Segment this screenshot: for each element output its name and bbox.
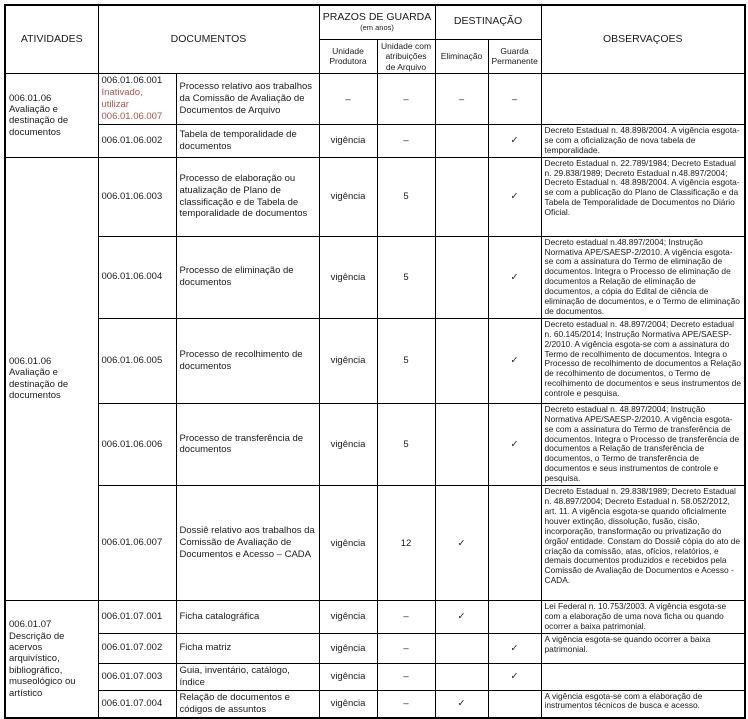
col-header-guarda-permanente: Guarda Permanente <box>488 39 541 74</box>
doc-code: 006.01.06.004 <box>101 271 163 283</box>
doc-code-cell <box>98 403 176 485</box>
doc-code-inactive-note: Inativado, utilizar 006.01.06.007 <box>101 87 163 122</box>
cell-guarda-permanente-check: ✓ <box>488 124 541 157</box>
doc-code: 006.01.06.005 <box>101 354 163 366</box>
cell-eliminacao <box>435 318 488 403</box>
cell-unidade-produtora: vigência <box>319 403 377 485</box>
cell-unidade-arquivo: – <box>377 124 435 157</box>
col-header-unidade-arquivo: Unidade com atribuições de Arquivo <box>377 39 435 74</box>
doc-title: Processo de eliminação de documentos <box>176 236 319 318</box>
doc-code-cell <box>98 236 176 318</box>
cell-guarda-permanente-check: ✓ <box>488 236 541 318</box>
cell-unidade-arquivo: 5 <box>377 157 435 236</box>
activity-label: Avaliação e destinação de documentos <box>9 104 69 138</box>
cell-unidade-produtora: – <box>319 74 377 125</box>
table-row <box>5 486 745 601</box>
cell-observacoes: A vigência esgota-se quando ocorrer a baixa patrimonial. <box>541 633 745 663</box>
cell-eliminacao-check: ✓ <box>435 486 488 601</box>
doc-code: 006.01.07.002 <box>101 642 163 654</box>
cell-observacoes <box>541 74 745 125</box>
cell-guarda-permanente: – <box>488 74 541 125</box>
doc-code: 006.01.07.004 <box>101 697 163 709</box>
table-row <box>5 690 745 718</box>
table-row <box>5 124 745 157</box>
doc-code-cell <box>98 124 176 157</box>
cell-unidade-arquivo: – <box>377 690 435 718</box>
doc-code-cell <box>98 633 176 663</box>
cell-guarda-permanente-check: ✓ <box>488 633 541 663</box>
col-header-documentos: DOCUMENTOS <box>98 5 319 74</box>
activity-cell <box>5 74 98 157</box>
cell-guarda-permanente-check: ✓ <box>488 318 541 403</box>
doc-title: Guia, inventário, catálogo, índice <box>176 663 319 690</box>
prazos-subtitle: (em anos) <box>360 22 394 32</box>
cell-unidade-arquivo: – <box>377 663 435 690</box>
doc-code-cell <box>98 486 176 601</box>
cell-unidade-produtora: vigência <box>319 633 377 663</box>
cell-observacoes: Decreto Estadual n. 48.898/2004. A vigência esgota-se com a oficialização de nova tabela de temporalidade. <box>541 124 745 157</box>
cell-guarda-permanente <box>488 601 541 634</box>
cell-unidade-produtora: vigência <box>319 663 377 690</box>
table-row <box>5 633 745 663</box>
cell-unidade-arquivo: 5 <box>377 236 435 318</box>
doc-code: 006.01.07.003 <box>101 670 163 682</box>
col-header-prazos-de-guarda <box>319 5 435 39</box>
cell-eliminacao: – <box>435 74 488 125</box>
cell-guarda-permanente-check: ✓ <box>488 157 541 236</box>
cell-unidade-arquivo: – <box>377 601 435 634</box>
cell-observacoes: A vigência esgota-se com a elaboração de instrumentos técnicos de busca e acesso. <box>541 690 745 718</box>
cell-eliminacao <box>435 124 488 157</box>
cell-eliminacao <box>435 236 488 318</box>
cell-observacoes <box>541 663 745 690</box>
doc-code: 006.01.06.002 <box>101 134 163 146</box>
doc-code: 006.01.06.003 <box>101 190 163 202</box>
col-header-atividades: ATIVIDADES <box>5 5 98 74</box>
doc-code: 006.01.06.001 <box>101 75 163 87</box>
cell-unidade-arquivo: – <box>377 74 435 125</box>
header-row-groups <box>5 5 745 39</box>
activity-label: Descrição de acervos arquivístico, bibliográfico, museológico ou artístico <box>9 630 76 699</box>
doc-title: Dossiê relativo aos trabalhos da Comissão de Avaliação de Documentos e Acesso – CADA <box>176 486 319 601</box>
table-row <box>5 318 745 403</box>
cell-observacoes: Decreto Estadual n. 22.789/1984; Decreto Estadual n. 29.838/1989; Decreto Estadual n.48.897/2004; Decreto Estadual n. 48.898/2004. A vigência esgota-se com a publicação do Plano de Classificação e da Tabela de Temporalidade de Documentos no Diário Oficial. <box>541 157 745 236</box>
table-row <box>5 74 745 125</box>
cell-guarda-permanente-check: ✓ <box>488 663 541 690</box>
doc-code-cell <box>98 318 176 403</box>
doc-title: Processo de recolhimento de documentos <box>176 318 319 403</box>
cell-observacoes: Decreto estadual n.48.897/2004; Instrução Normativa APE/SAESP-2/2010. A vigência esgota-se com a assinatura do Termo de eliminação de documentos. Integra o Processo de eliminação de documentos a Relação de eliminação de documentos, a cópia do Edital de ciência de eliminação de documentos, e o Termo de eliminação de documentos. <box>541 236 745 318</box>
prazos-title: PRAZOS DE GUARDA <box>322 11 432 24</box>
cell-unidade-produtora: vigência <box>319 124 377 157</box>
cell-observacoes: Decreto Estadual n. 29.838/1989; Decreto Estadual n. 48.897/2004; Decreto Estadual n. 58.052/2012, art. 11. A vigência esgota-se quando oficialmente houver extinção, dissolução, fusão, cisão, incorporação, transformação ou privatização do órgão/ entidade. Constam do Dossiê cópia do ato de criação da comissão, atas, ofícios, relatórios, e demais documentos produzidos e recebidos pela Comissão de Avaliação de Documentos e Acesso - CADA. <box>541 486 745 601</box>
cell-eliminacao <box>435 403 488 485</box>
table-row <box>5 601 745 634</box>
doc-title: Ficha matriz <box>176 633 319 663</box>
activity-label: Avaliação e destinação de documentos <box>9 367 69 402</box>
doc-code: 006.01.07.001 <box>101 611 163 623</box>
activity-code: 006.01.06 <box>9 356 52 368</box>
cell-eliminacao-check: ✓ <box>435 601 488 634</box>
table-row <box>5 157 745 236</box>
doc-title: Processo de transferência de documentos <box>176 403 319 485</box>
doc-title: Processo relativo aos trabalhos da Comissão de Avaliação de Documentos de Arquivo <box>176 74 319 125</box>
cell-eliminacao-check: ✓ <box>435 690 488 718</box>
col-header-eliminacao: Eliminação <box>435 39 488 74</box>
doc-code-cell <box>98 74 176 125</box>
doc-code-cell <box>98 157 176 236</box>
cell-unidade-arquivo: 5 <box>377 403 435 485</box>
cell-guarda-permanente <box>488 690 541 718</box>
doc-code: 006.01.06.007 <box>101 537 163 549</box>
table-row <box>5 236 745 318</box>
cell-unidade-arquivo: 5 <box>377 318 435 403</box>
doc-title: Processo de elaboração ou atualização de Plano de classificação e de Tabela de temporalidade de documentos <box>176 157 319 236</box>
col-header-unidade-produtora: Unidade Produtora <box>319 39 377 74</box>
cell-unidade-arquivo: – <box>377 633 435 663</box>
doc-title: Relação de documentos e códigos de assuntos <box>176 690 319 718</box>
cell-observacoes: Decreto estadual n. 48.897/2004; Decreto estadual n. 60.145/2014; Instrução Normativa APE/SAESP-2/2010. A vigência esgota-se com a assinatura do Termo de recolhimento de documentos. Integra o Processo de recolhimento de documentos a Relação de recolhimento de documentos, o Termo de recolhimento de documentos e seus instrumentos de controle e pesquisa. <box>541 318 745 403</box>
activity-code: 006.01.07 <box>9 619 52 631</box>
cell-unidade-produtora: vigência <box>319 690 377 718</box>
doc-title: Ficha catalográfica <box>176 601 319 634</box>
col-header-destinacao: DESTINAÇÃO <box>435 5 541 39</box>
cell-observacoes: Decreto estadual n. 48.897/2004; Instrução Normativa APE/SAESP-2/2010. A vigência esgota-se com a assinatura do Termo de transferência de documentos. Integra o Processo de transferência de documentos a Relação de transferência de documentos, o Termo de transferência de documentos e seus instrumentos de controle e pesquisa. <box>541 403 745 485</box>
doc-code-cell <box>98 663 176 690</box>
cell-guarda-permanente-check: ✓ <box>488 403 541 485</box>
cell-eliminacao <box>435 157 488 236</box>
activity-cell <box>5 157 98 601</box>
cell-unidade-produtora: vigência <box>319 157 377 236</box>
cell-eliminacao <box>435 633 488 663</box>
table-row <box>5 663 745 690</box>
cell-unidade-produtora: vigência <box>319 236 377 318</box>
doc-code-cell <box>98 690 176 718</box>
cell-unidade-produtora: vigência <box>319 486 377 601</box>
cell-unidade-produtora: vigência <box>319 318 377 403</box>
cell-unidade-produtora: vigência <box>319 601 377 634</box>
col-header-observacoes: OBSERVAÇOES <box>541 5 745 74</box>
cell-eliminacao <box>435 663 488 690</box>
doc-code: 006.01.06.006 <box>101 438 163 450</box>
cell-guarda-permanente <box>488 486 541 601</box>
cell-unidade-arquivo: 12 <box>377 486 435 601</box>
doc-title: Tabela de temporalidade de documentos <box>176 124 319 157</box>
doc-code-cell <box>98 601 176 634</box>
table-row <box>5 403 745 485</box>
activity-code: 006.01.06 <box>9 92 52 104</box>
temporality-table <box>4 4 746 719</box>
activity-cell <box>5 601 98 718</box>
cell-observacoes: Lei Federal n. 10.753/2003. A vigência esgota-se com a elaboração de uma nova ficha ou quando ocorrer a baixa patrimonial. <box>541 601 745 634</box>
